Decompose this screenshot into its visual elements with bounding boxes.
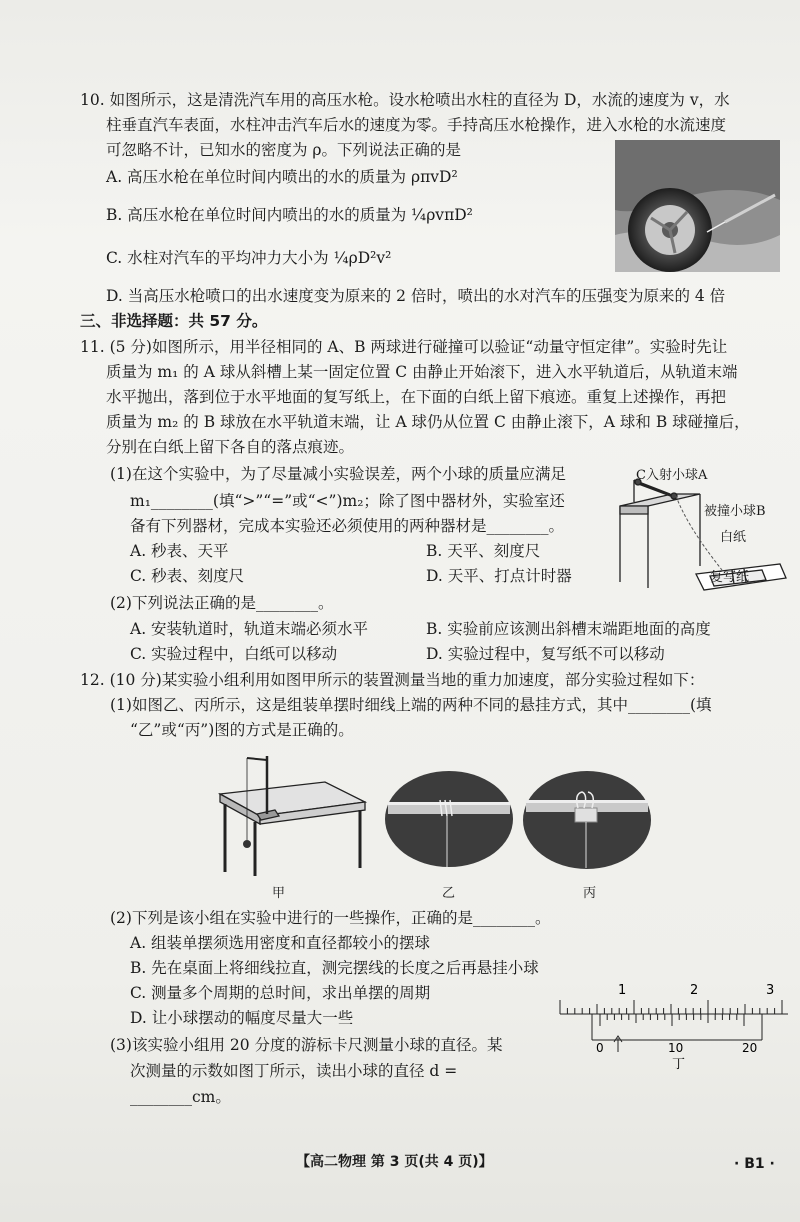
q11-part2-prompt: (2)下列说法正确的是________。	[110, 594, 334, 612]
q12-part3-line-3: ________cm。	[130, 1088, 231, 1106]
label-carbon-paper: 复写纸	[710, 570, 750, 585]
q11-line-1: 11. (5 分)如图所示，用半径相同的 A、B 两球进行碰撞可以验证“动量守恒定律”。实验时先让	[80, 338, 728, 356]
q11-part1-option-a: A. 秒表、天平	[130, 542, 229, 560]
caption-ding: 丁	[672, 1057, 686, 1070]
q12-part2-prompt: (2)下列是该小组在实验中进行的一些操作，正确的是________。	[110, 909, 551, 927]
suspension-method-yi-photo	[384, 770, 514, 868]
label-struck-ball-b: 被撞小球B	[704, 504, 766, 519]
q12-line-1: 12. (10 分)某实验小组利用如图甲所示的装置测量当地的重力加速度，部分实验过程如下：	[80, 671, 705, 689]
q10-line-3: 可忽略不计，已知水的密度为 ρ。下列说法正确的是	[106, 141, 462, 159]
q11-part1-option-d: D. 天平、打点计时器	[426, 567, 572, 585]
main-scale-label-1: 1	[618, 983, 627, 998]
q12-part2-option-d: D. 让小球摆动的幅度尽量大一些	[130, 1009, 354, 1027]
caption-bing: 丙	[583, 886, 597, 901]
q10-option-c: C. 水柱对汽车的平均冲力大小为 ¼ρD²v²	[106, 249, 392, 267]
q11-line-4: 质量为 m₂ 的 B 球放在水平轨道末端，让 A 球仍从位置 C 由静止滚下，A 球和 B 球碰撞后，	[106, 413, 750, 431]
q11-part1-option-b: B. 天平、刻度尺	[426, 542, 541, 560]
paper-code: · B1 ·	[734, 1156, 775, 1172]
q12-part3-line-1: (3)该实验小组用 20 分度的游标卡尺测量小球的直径。某	[110, 1036, 503, 1054]
q12-part1-line-2: “乙”或“丙”)图的方式是正确的。	[130, 721, 354, 739]
vernier-label-20: 20	[742, 1041, 758, 1055]
q11-part1-line-1: (1)在这个实验中，为了尽量减小实验误差，两个小球的质量应满足	[110, 465, 566, 483]
q11-part1-line-3: 备有下列器材，完成本实验还必须使用的两种器材是________。	[130, 517, 565, 535]
q10-option-b: B. 高压水枪在单位时间内喷出的水的质量为 ¼ρvπD²	[106, 206, 473, 224]
suspension-method-bing-photo	[522, 770, 652, 870]
vernier-caliper-diagram	[556, 980, 792, 1070]
q11-part1-line-2: m₁________(填“>”“=”或“<”)m₂；除了图中器材外，实验室还	[130, 492, 565, 510]
q11-part2-option-d: D. 实验过程中，复写纸不可以移动	[426, 645, 665, 663]
q11-part2-option-a: A. 安装轨道时，轨道末端必须水平	[130, 620, 369, 638]
q10-option-d: D. 当高压水枪喷口的出水速度变为原来的 2 倍时，喷出的水对汽车的压强变为原来的 4 倍	[106, 287, 726, 305]
pendulum-table-diagram	[215, 752, 370, 877]
caption-yi: 乙	[442, 886, 456, 901]
q12-part3-line-2: 次测量的示数如图丁所示，读出小球的直径 d =	[130, 1062, 458, 1080]
q12-part2-option-a: A. 组装单摆须选用密度和直径都较小的摆球	[130, 934, 431, 952]
q12-part2-option-c: C. 测量多个周期的总时间，求出单摆的周期	[130, 984, 431, 1002]
vernier-label-0: 0	[596, 1041, 604, 1055]
section-3-heading: 三、非选择题：共 57 分。	[80, 312, 268, 330]
q10-line-2: 柱垂直汽车表面，水柱冲击汽车后水的速度为零。手持高压水枪操作，进入水枪的水流速度	[106, 116, 727, 134]
q12-part1-line-1: (1)如图乙、丙所示，这是组装单摆时细线上端的两种不同的悬挂方式，其中________(填	[110, 696, 712, 714]
q10-option-a: A. 高压水枪在单位时间内喷出的水的质量为 ρπvD²	[106, 168, 458, 186]
q11-line-3: 水平抛出，落到位于水平地面的复写纸上，在下面的白纸上留下痕迹。重复上述操作，再把	[106, 388, 727, 406]
q11-part1-option-c: C. 秒表、刻度尺	[130, 567, 245, 585]
q10-line-1: 10. 如图所示，这是清洗汽车用的高压水枪。设水枪喷出水柱的直径为 D，水流的速度为 v，水	[80, 91, 730, 109]
main-scale-label-2: 2	[690, 983, 699, 998]
label-incident-ball-a: C入射小球A	[636, 468, 708, 483]
q11-line-5: 分别在白纸上留下各自的落点痕迹。	[106, 438, 355, 456]
q11-line-2: 质量为 m₁ 的 A 球从斜槽上某一固定位置 C 由静止开始滚下，进入水平轨道后，从轨道末端	[106, 363, 738, 381]
main-scale-label-3: 3	[766, 983, 775, 998]
caption-jia: 甲	[272, 886, 286, 901]
q11-part2-option-b: B. 实验前应该测出斜槽末端距地面的高度	[426, 620, 711, 638]
vernier-arrow-icon	[614, 1036, 622, 1052]
q12-part2-option-b: B. 先在桌面上将细线拉直，测完摆线的长度之后再悬挂小球	[130, 959, 539, 977]
car-wash-photo	[615, 140, 780, 272]
q11-part2-option-c: C. 实验过程中，白纸可以移动	[130, 645, 338, 663]
label-white-paper: 白纸	[720, 530, 747, 545]
page-footer: 【高二物理 第 3 页(共 4 页)】	[296, 1154, 493, 1170]
vernier-label-10: 10	[668, 1041, 684, 1055]
